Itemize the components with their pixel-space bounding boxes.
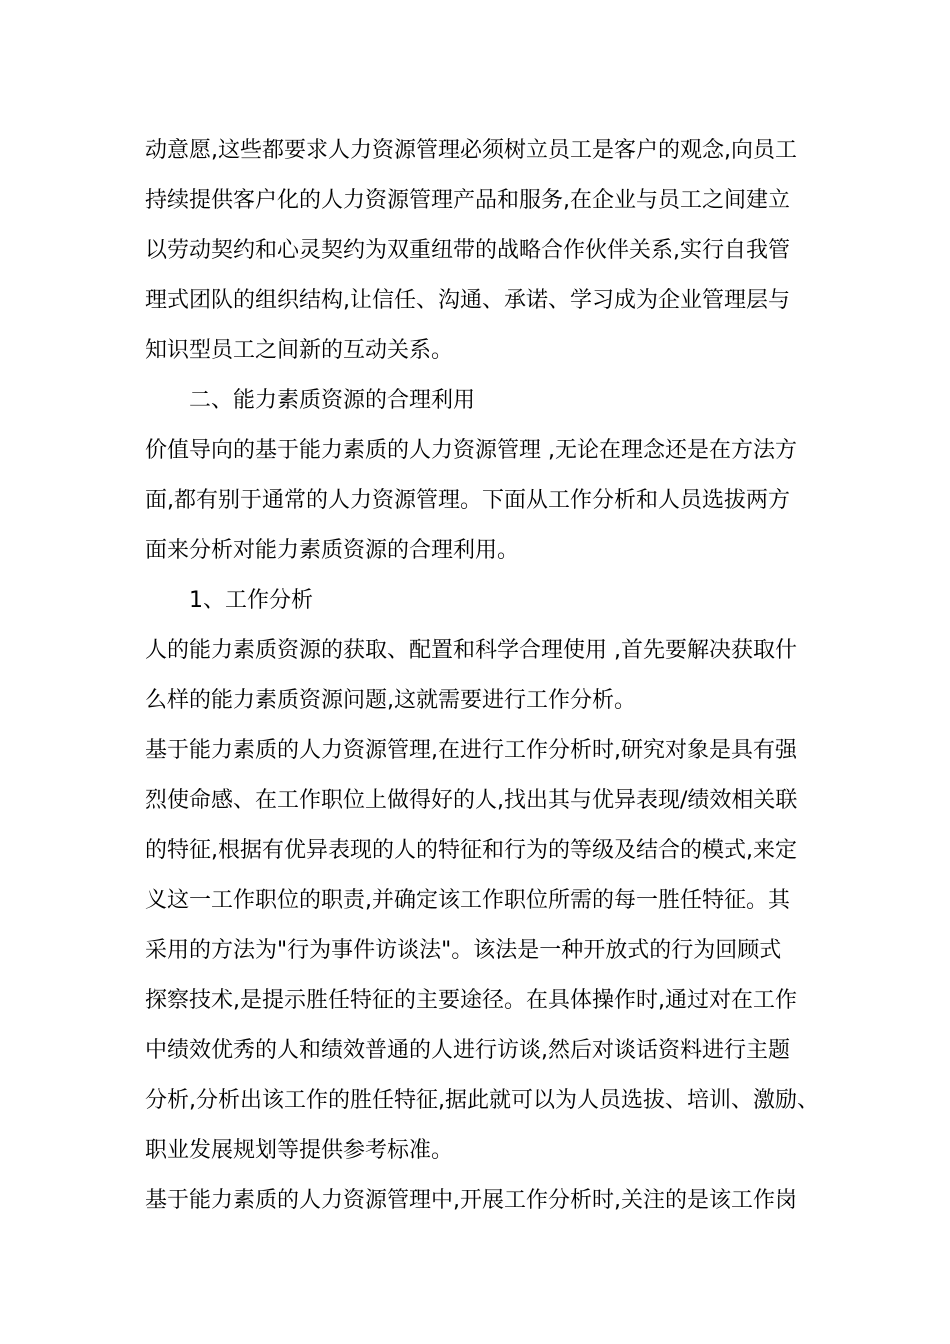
paragraph-line: 面,都有别于通常的人力资源管理。下面从工作分析和人员选拔两方 <box>145 488 790 513</box>
paragraph-line: 义这一工作职位的职责,并确定该工作职位所需的每一胜任特征。其 <box>145 888 790 913</box>
paragraph-line: 探察技术,是提示胜任特征的主要途径。在具体操作时,通过对在工作 <box>145 988 797 1013</box>
section-heading: 二、能力素质资源的合理利用 <box>189 388 476 413</box>
paragraph-line: 职业发展规划等提供参考标准。 <box>145 1138 454 1163</box>
paragraph-line: 面来分析对能力素质资源的合理利用。 <box>145 538 520 563</box>
paragraph-line: 么样的能力素质资源问题,这就需要进行工作分析。 <box>145 688 636 713</box>
paragraph-line: 以劳动契约和心灵契约为双重纽带的战略合作伙伴关系,实行自我管 <box>145 238 790 263</box>
paragraph-line: 动意愿,这些都要求人力资源管理必须树立员工是客户的观念,向员工 <box>145 138 797 163</box>
paragraph-line: 基于能力素质的人力资源管理中,开展工作分析时,关注的是该工作岗 <box>145 1188 797 1213</box>
paragraph-line: 知识型员工之间新的互动关系。 <box>145 338 454 363</box>
paragraph-line: 采用的方法为"行为事件访谈法"。该法是一种开放式的行为回顾式 <box>145 938 782 963</box>
paragraph-line: 中绩效优秀的人和绩效普通的人进行访谈,然后对谈话资料进行主题 <box>145 1038 790 1063</box>
subsection-heading: 1、工作分析 <box>189 588 313 613</box>
paragraph-line: 持续提供客户化的人力资源管理产品和服务,在企业与员工之间建立 <box>145 188 790 213</box>
paragraph-line: 烈使命感、在工作职位上做得好的人,找出其与优异表现/绩效相关联 <box>145 788 798 813</box>
paragraph-line: 人的能力素质资源的获取、配置和科学合理使用 ,首先要解决获取什 <box>145 638 797 663</box>
paragraph-line: 分析,分析出该工作的胜任特征,据此就可以为人员选拔、培训、激励、 <box>145 1088 819 1113</box>
paragraph-line: 的特征,根据有优异表现的人的特征和行为的等级及结合的模式,来定 <box>145 838 797 863</box>
paragraph-line: 价值导向的基于能力素质的人力资源管理 ,无论在理念还是在方法方 <box>145 438 797 463</box>
paragraph-line: 理式团队的组织结构,让信任、沟通、承诺、学习成为企业管理层与 <box>145 288 790 313</box>
paragraph-line: 基于能力素质的人力资源管理,在进行工作分析时,研究对象是具有强 <box>145 738 797 763</box>
